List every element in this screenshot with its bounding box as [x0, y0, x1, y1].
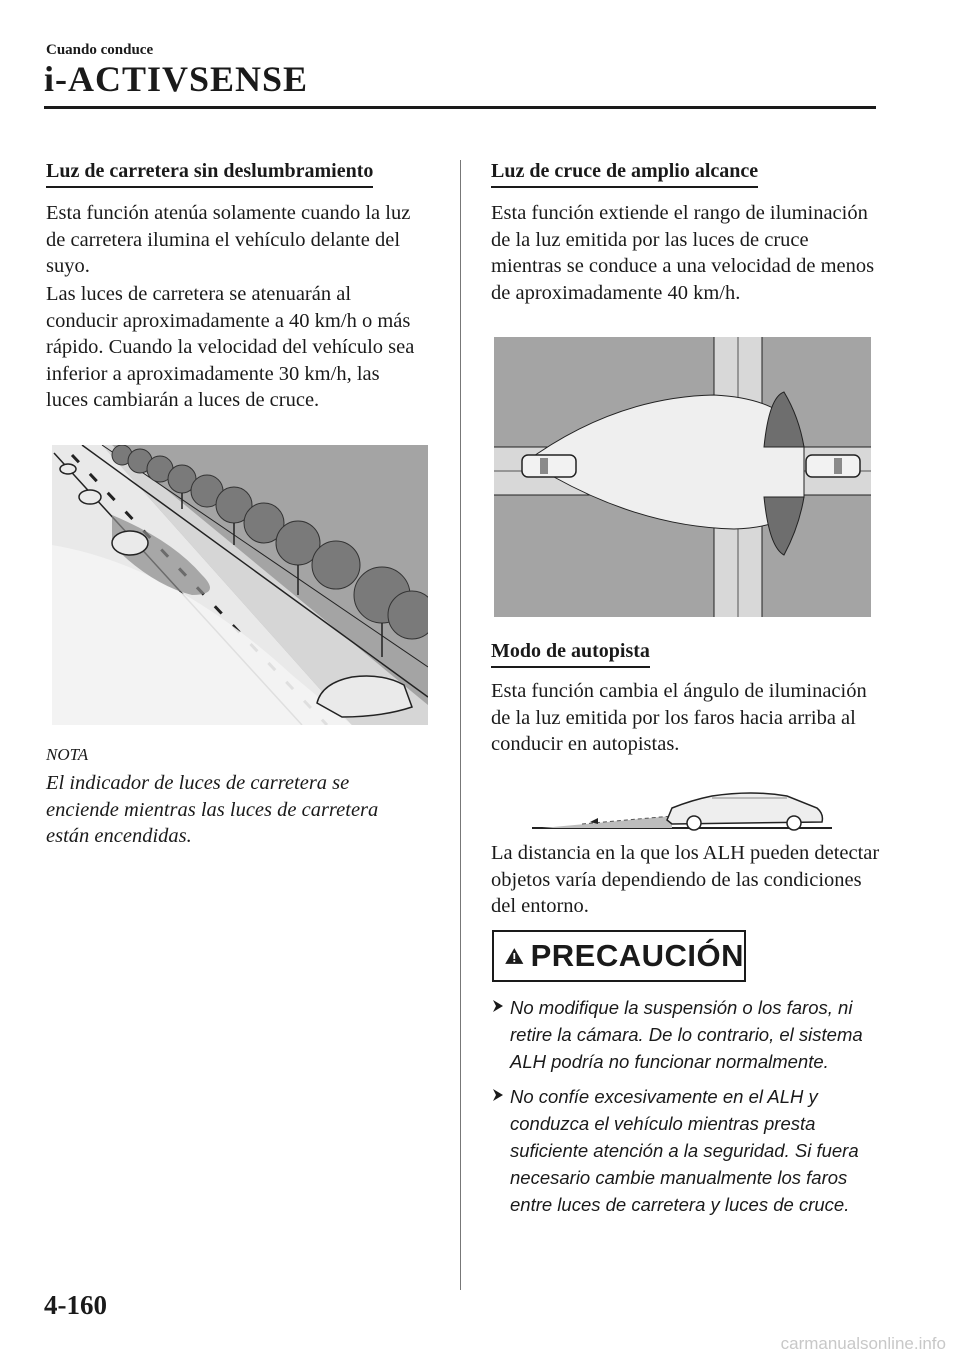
heading-highway-mode: Modo de autopista: [491, 640, 650, 668]
detection-distance-paragraph: La distancia en la que los ALH pueden detectar objetos varía dependiendo de las condiciones del entorno.: [491, 842, 880, 918]
glare-free-high-beam-illustration: [52, 445, 428, 725]
header-rule: [44, 106, 876, 109]
arrowhead-bullet-icon: [492, 1088, 504, 1102]
glare-free-paragraph-2: Las luces de carretera se atenuarán al conducir aproximadamente a 40 km/h o más rápido. Cuando la velocidad del vehículo sea inferior a aproximadamente 30 km/h, las luces cambiarán a luces de cruce.: [46, 283, 415, 412]
watermark: carmanualsonline.info: [780, 1334, 946, 1353]
warning-triangle-icon: [504, 941, 525, 971]
wide-range-paragraph: Esta función extiende el rango de iluminación de la luz emitida por las luces de cruce mientras se conduce a una velocidad de menos de aproximadamente 40 km/h.: [491, 202, 875, 304]
nota-text: El indicador de luces de carretera se enciende mientras las luces de carretera están encendidas.: [46, 772, 379, 848]
glare-free-paragraph-1: Esta función atenúa solamente cuando la luz de carretera ilumina el vehículo delante del suyo.: [46, 202, 411, 278]
heading-glare-free-high-beam: Luz de carretera sin deslumbramiento: [46, 160, 373, 188]
heading-wide-range-low-beam: Luz de cruce de amplio alcance: [491, 160, 758, 188]
section-label: Cuando conduce: [46, 42, 154, 58]
caution-box: [492, 930, 746, 982]
highway-mode-illustration: [532, 778, 832, 832]
nota-label: NOTA: [46, 745, 89, 764]
caution-item-text: No confíe excesivamente en el ALH y conduzca el vehículo mientras presta suficiente atención a la seguridad. Si fuera necesario cambie manualmente los faros entre luces de carretera y luces de cruce.: [510, 1086, 859, 1215]
caution-list-item: [492, 1083, 884, 1218]
chapter-title: i-ACTIVSENSE: [44, 59, 309, 99]
caution-list: [492, 994, 884, 1226]
highway-mode-paragraph: Esta función cambia el ángulo de iluminación de la luz emitida por los faros hacia arriba al conducir en autopistas.: [491, 680, 867, 756]
wide-range-low-beam-illustration: [494, 337, 871, 617]
column-divider: [460, 160, 461, 1290]
arrowhead-bullet-icon: [492, 999, 504, 1013]
caution-item-text: No modifique la suspensión o los faros, ni retire la cámara. De lo contrario, el sistema ALH podría no funcionar normalmente.: [510, 997, 863, 1072]
page-number: 4-160: [44, 1290, 107, 1320]
caution-list-item: [492, 994, 884, 1075]
caution-label: PRECAUCIÓN: [530, 938, 744, 973]
